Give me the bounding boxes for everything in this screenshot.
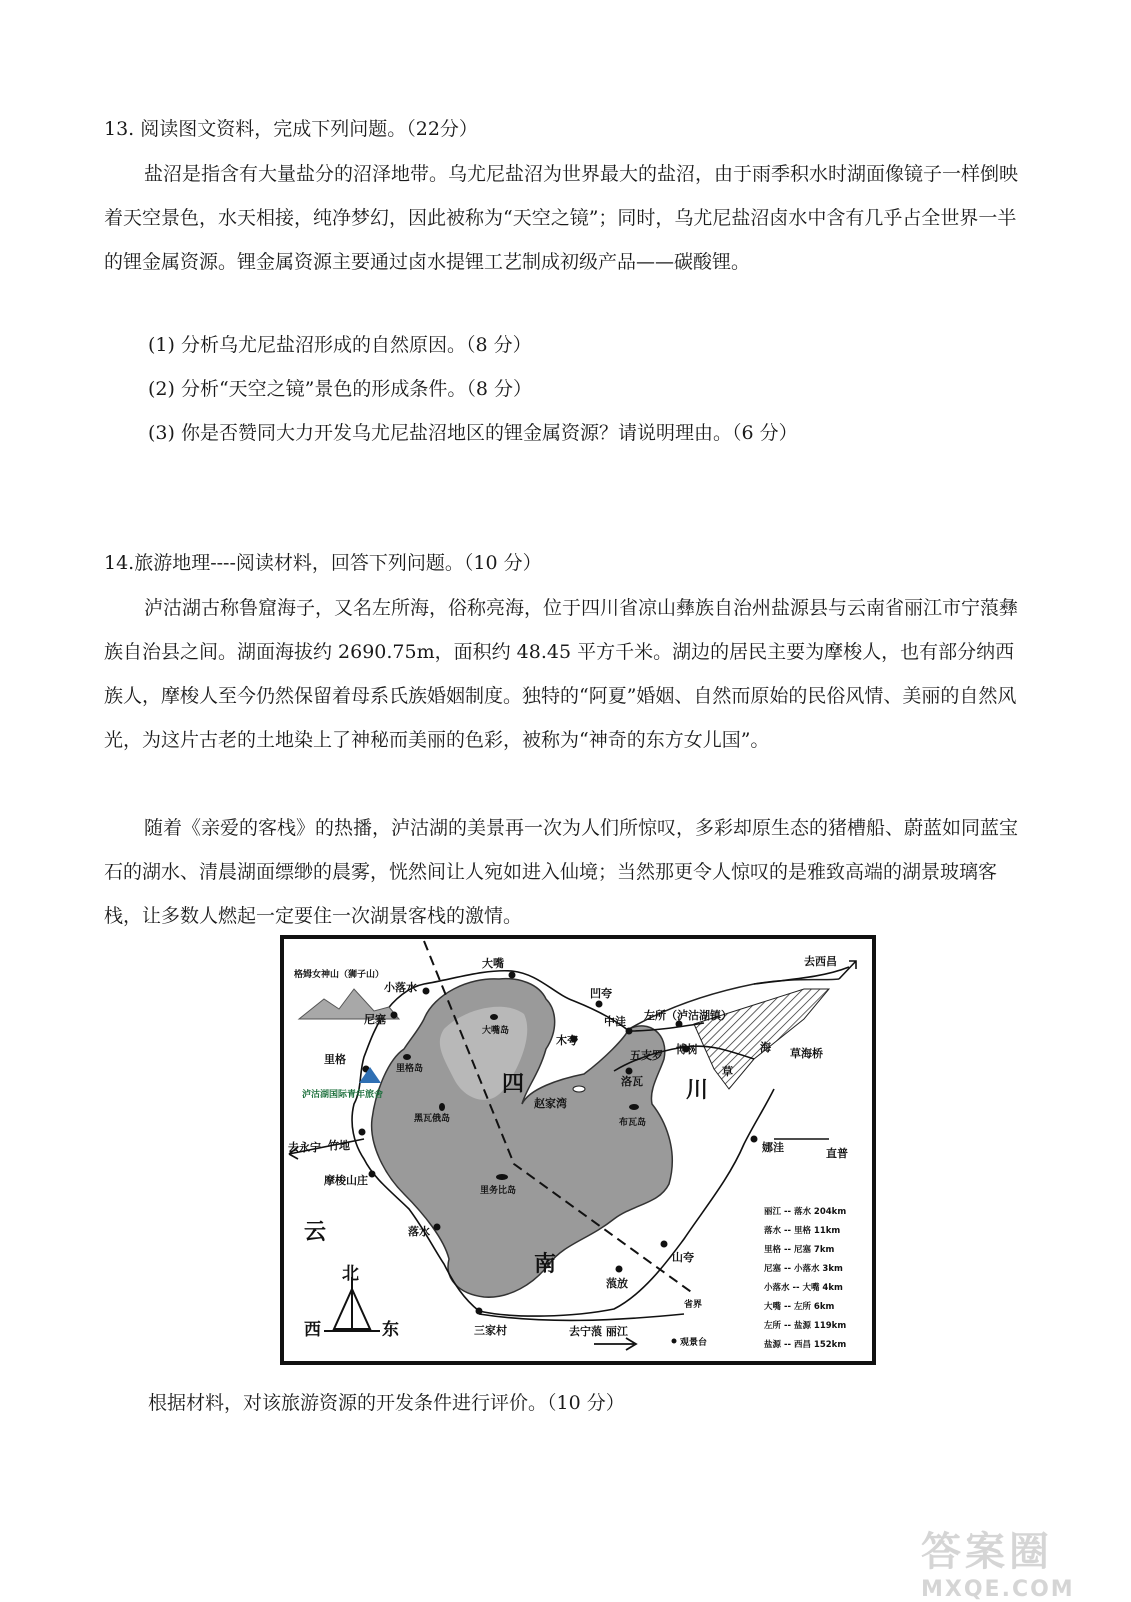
place-nuowa: 娜洼: [762, 1141, 784, 1154]
region-yun: 云: [304, 1220, 327, 1245]
place-muqia: 木夸: [556, 1034, 578, 1047]
region-hai: 海: [760, 1041, 771, 1054]
mountain-label: 格姆女神山（狮子山）: [294, 970, 385, 980]
q13-sub2: (2) 分析“天空之镜”景色的形成条件。（8 分）: [148, 378, 533, 400]
region-nan: 南: [534, 1252, 557, 1277]
watermark: [921, 1520, 1111, 1602]
place-zhipu: 直普: [826, 1147, 848, 1160]
compass-east: 东: [382, 1320, 399, 1340]
place-caohai: 草海桥: [790, 1047, 823, 1060]
place-dazui: 大嘴: [482, 957, 504, 970]
watermark-line1: 答案圈: [921, 1529, 1053, 1575]
road-label-yongning: 去永宁: [288, 1141, 321, 1154]
place-zhongwa: 中洼: [604, 1015, 626, 1028]
legend-item: 盐源 -- 西昌 152km: [764, 1340, 847, 1350]
place-wuzhiluo: 五支罗: [630, 1049, 663, 1062]
island-heiwa: 黑瓦俄岛: [414, 1114, 451, 1124]
place-luowa: 洛瓦: [621, 1075, 643, 1088]
legend-item: 丽江 -- 落水 204km: [764, 1207, 847, 1217]
q14-question: 根据材料，对该旅游资源的开发条件进行评价。（10 分）: [148, 1392, 625, 1414]
region-si: 四: [502, 1072, 525, 1097]
place-sanjiacun: 三家村: [474, 1324, 507, 1337]
q13-paragraph: 盐沼是指含有大量盐分的沼泽地带。乌尤尼盐沼为世界最大的盐沼，由于雨季积水时湖面像镜子一样倒映着天空景色，水天相接，纯净梦幻，因此被称为“天空之镜”；同时，乌尤尼盐沼卤水中含有几乎占全世界一半的锂金属资源。锂金属资源主要通过卤水提锂工艺制成初级产品——碳酸锂。: [104, 163, 1019, 273]
place-shankua: 山夸: [672, 1251, 694, 1264]
island-lige: 里格岛: [396, 1064, 424, 1074]
place-lige: 里格: [324, 1053, 346, 1066]
q14-paragraph2: 随着《亲爱的客栈》的热播，泸沽湖的美景再一次为人们所惊叹，多彩却原生态的猪槽船、蔚蓝如同蓝宝石的湖水、清晨湖面缥缈的晨雾，恍然间让人宛如进入仙境；当然那更令人惊叹的是雅致高端的湖景玻璃客栈，让多数人燃起一定要住一次湖景客栈的激情。: [104, 817, 1019, 927]
arrow-south: [594, 1338, 636, 1350]
legend-item: 左所 -- 盐源 119km: [764, 1321, 847, 1331]
region-chuan: 川: [686, 1078, 709, 1103]
region-cao: 草: [722, 1065, 733, 1078]
place-luoshui: 落水: [408, 1225, 430, 1238]
place-aokua: 凹夸: [590, 987, 612, 1000]
q13-sub1: (1) 分析乌尤尼盐沼形成的自然原因。（8 分）: [148, 334, 532, 356]
place-mosuo: 摩梭山庄: [324, 1174, 368, 1187]
island-buwa: 布瓦岛: [619, 1118, 647, 1128]
road-label-ningli: 去宁蒗 丽江: [569, 1325, 628, 1338]
map-svg: [284, 939, 872, 1361]
q13-title: 13. 阅读图文资料，完成下列问题。（22分）: [104, 118, 478, 140]
place-zhudi: 竹地: [328, 1139, 350, 1152]
place-zuosuo: 左所（泸沽湖镇）: [644, 1009, 732, 1022]
place-zhaojiawan: 赵家湾: [534, 1097, 567, 1110]
compass-west: 西: [304, 1320, 321, 1340]
road-label-xichang: 去西昌: [804, 955, 837, 968]
watermark-line2: MXQE.COM: [921, 1577, 1075, 1602]
legend-item: 尼塞 -- 小落水 3km: [764, 1264, 843, 1274]
compass: [304, 1264, 399, 1340]
hostel-label: 泸沽湖国际青年旅舍: [302, 1090, 384, 1100]
island-dazui: 大嘴岛: [482, 1026, 510, 1036]
caohai-marsh: [694, 989, 829, 1089]
distance-legend: [764, 1206, 846, 1350]
viewpoint-label: 观景台: [680, 1338, 708, 1348]
q14-paragraph1: 泸沽湖古称鲁窟海子，又名左所海，俗称亮海，位于四川省凉山彝族自治州盐源县与云南省丽江市宁蒗彝族自治县之间。湖面海拔约 2690.75m，面积约 48.45 平方千米。湖边的居民主要为摩梭人，也有部分纳西族人，摩梭人至今仍然保留着母系氏族婚姻制度。独特的“阿夏”婚姻、自然而原始的民俗风情、美丽的自然风光，为这片古老的土地染上了神秘而美丽的色彩，被称为“神奇的东方女儿国”。: [104, 597, 1019, 751]
q13-sub3: (3) 你是否赞同大力开发乌尤尼盐沼地区的锂金属资源？请说明理由。（6 分）: [148, 422, 798, 444]
legend-item: 大嘴 -- 左所 6km: [764, 1302, 835, 1312]
compass-north: 北: [342, 1264, 359, 1284]
place-boshu: 博树: [676, 1043, 698, 1056]
legend-item: 落水 -- 里格 11km: [764, 1226, 841, 1236]
q14-title: 14.旅游地理----阅读材料，回答下列问题。（10 分）: [104, 552, 542, 574]
place-xiaoluoshui: 小落水: [384, 981, 417, 994]
legend-item: 里格 -- 尼塞 7km: [764, 1245, 835, 1255]
place-pofang: 蒗放: [606, 1277, 628, 1290]
place-niesai: 尼塞: [364, 1013, 386, 1026]
lugu-lake-map: [280, 935, 876, 1365]
border-label: 省界: [684, 1300, 703, 1310]
island-liwubi: 里务比岛: [480, 1186, 517, 1196]
legend-item: 小落水 -- 大嘴 4km: [764, 1283, 843, 1293]
